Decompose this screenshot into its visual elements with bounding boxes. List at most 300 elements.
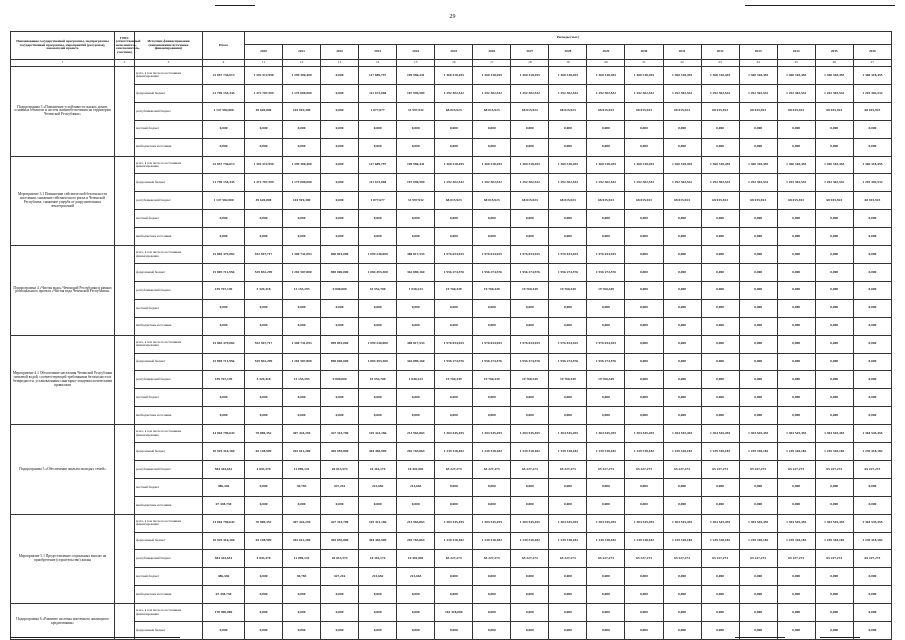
table-row [11,102,892,120]
year-value-cell: 0,000 [701,120,739,138]
year-value-cell: 0,000 [815,371,853,389]
year-value-cell: 0,000 [397,138,435,156]
year-value-cell: 0,000 [245,210,283,228]
year-value-cell: 68 015,923 [739,192,777,210]
year-value-cell: 0,000 [321,317,359,335]
year-value-cell: 0,000 [663,407,701,425]
year-value-cell: 1 239 318,182 [435,443,473,461]
table-row [11,532,892,550]
year-value-cell: 0,000 [777,371,815,389]
year-value-cell: 1 392 512,990 [245,156,283,174]
year-value-cell: 117 689,797 [359,156,397,174]
funding-source-cell: всего, в том числе по источникам финансирования [135,514,203,532]
year-value-cell: 0,000 [625,353,663,371]
year-value-cell: 1 040,223 [397,371,435,389]
year-value-cell: 68 015,923 [549,192,587,210]
year-value-cell: 0,000 [435,299,473,317]
year-value-cell: 1 292 302,532 [815,174,853,192]
year-value-cell: 1 239 318,182 [625,443,663,461]
year-value-cell: 1 239 318,182 [549,532,587,550]
year-value-cell: 319 421,186 [359,514,397,532]
year-value-cell: 1 304 545,455 [815,514,853,532]
year-value-cell: 1 360 318,455 [739,67,777,85]
year-value-cell: 1 239 318,182 [663,443,701,461]
year-value-cell: 427 315,700 [321,514,359,532]
year-value-cell: 0,000 [511,586,549,604]
year-value-cell: 0,000 [587,138,625,156]
year-value-cell: 1 877,677 [359,192,397,210]
year-value-cell: 0,000 [815,586,853,604]
program-name-cell: Подпрограмма 3 «Повышение устойчивости жилых домов, основных объектов и систем жизнеобеспечения на территории Чеченской Республики» [11,67,115,157]
bottom-rule-left [10,637,180,638]
year-value-cell: 0,000 [777,622,815,640]
year-value-cell: 1 304 545,455 [701,425,739,443]
year-value-cell: 0,000 [625,228,663,246]
year-value-cell: 0,000 [549,138,587,156]
year-value-cell: 0,000 [321,67,359,85]
year-value-cell: 1 304 545,455 [549,514,587,532]
year-value-cell: 1 300 741,093 [283,335,321,353]
year-value-cell: 1 976 034,925 [473,246,511,264]
year-value-cell: 1 360 318,455 [777,156,815,174]
year-value-cell: 0,000 [853,263,891,281]
year-value-cell: 0,000 [777,604,815,622]
funding-source-cell: всего, в том числе по источникам финансирования [135,246,203,264]
year-value-cell: 0,000 [853,299,891,317]
year-value-cell: 380 817,533 [397,246,435,264]
year-value-cell: 0,000 [587,120,625,138]
table-row [11,84,892,102]
year-value-cell: 19 760,349 [511,281,549,299]
year-value-cell: 0,000 [359,496,397,514]
total-value-cell: 14 064 790,643 [203,425,245,443]
year-value-cell: 0,000 [245,568,283,586]
year-value-cell: 1 084 493,300 [359,353,397,371]
year-value-cell: 529 832,299 [245,263,283,281]
year-value-cell: 1 292 302,532 [739,84,777,102]
year-value-cell: 0,000 [625,210,663,228]
total-value-cell: 0,000 [203,389,245,407]
funding-source-cell: республиканский бюджет [135,460,203,478]
year-value-cell: 0,000 [549,622,587,640]
year-value-cell: 1 956 274,576 [473,263,511,281]
year-value-cell: 0,000 [663,299,701,317]
year-value-cell: 0,000 [853,622,891,640]
year-value-cell: 0,000 [625,281,663,299]
header-grbs: ГРБС (ответственный исполнитель, соисполнитель, участник) [115,32,135,60]
year-value-cell: 0,000 [739,371,777,389]
funding-source-cell: федеральный бюджет [135,263,203,281]
year-value-cell: 0,000 [587,299,625,317]
year-value-cell: 65 227,273 [511,460,549,478]
header-year-2023: 2023 [359,45,397,60]
year-value-cell: 13 153,293 [283,281,321,299]
year-value-cell: 0,000 [435,622,473,640]
year-value-cell: 0,000 [739,622,777,640]
total-value-cell: 159 767,149 [203,371,245,389]
column-number-cell: 1 [11,60,115,67]
year-value-cell: 1 956 274,576 [549,353,587,371]
year-value-cell: 1 239 318,182 [739,443,777,461]
year-value-cell: 405 055,800 [321,532,359,550]
year-value-cell: 0,000 [739,138,777,156]
year-value-cell: 68 015,923 [511,102,549,120]
total-value-cell: 1 147 582,000 [203,102,245,120]
year-value-cell: 1 392 512,990 [245,67,283,85]
year-value-cell: 0,000 [625,604,663,622]
year-value-cell: 0,000 [739,228,777,246]
year-value-cell: 65 227,273 [587,460,625,478]
year-value-cell: 0,000 [777,246,815,264]
year-value-cell: 0,000 [397,210,435,228]
column-number-cell: 27 [853,60,891,67]
year-value-cell: 0,000 [853,389,891,407]
year-value-cell: 202 612,200 [283,532,321,550]
year-value-cell: 0,000 [625,299,663,317]
year-value-cell: 307 424,294 [283,514,321,532]
year-value-cell: 0,000 [397,496,435,514]
year-value-cell: 0,000 [321,156,359,174]
year-value-cell: 0,000 [701,586,739,604]
year-value-cell: 0,000 [739,586,777,604]
year-value-cell: 1 292 302,532 [853,84,891,102]
year-value-cell: 68 015,923 [435,192,473,210]
year-value-cell: 1 976 034,925 [587,335,625,353]
total-value-cell: 15 805 711,956 [203,353,245,371]
year-value-cell: 0,000 [397,120,435,138]
year-value-cell: 104 919,300 [283,102,321,120]
year-value-cell: 1 956 274,576 [587,263,625,281]
year-value-cell: 0,000 [701,210,739,228]
year-value-cell: 0,000 [283,138,321,156]
header-year-2035: 2035 [815,45,853,60]
page-number: 29 [449,14,456,20]
year-value-cell: 213,663 [397,568,435,586]
year-value-cell: 1 292 302,532 [511,174,549,192]
year-value-cell: 1 175 000,000 [283,174,321,192]
column-number-cell: 16 [435,60,473,67]
year-value-cell: 10 116,174 [359,550,397,568]
year-value-cell: 11 090,141 [283,460,321,478]
header-year-2024: 2024 [397,45,435,60]
year-value-cell: 0,000 [625,478,663,496]
year-value-cell: 1 239 318,182 [777,532,815,550]
header-year-2026: 2026 [473,45,511,60]
year-value-cell: 1 372 787,599 [245,174,283,192]
year-value-cell: 65 227,273 [473,550,511,568]
funding-source-cell: внебюджетные источники [135,407,203,425]
table-row [11,586,892,604]
year-value-cell: 1 292 302,532 [853,174,891,192]
total-value-cell: 0,000 [203,622,245,640]
year-value-cell: 0,000 [853,335,891,353]
total-value-cell: 0,000 [203,407,245,425]
year-value-cell: 3 329,418 [245,281,283,299]
total-value-cell: 67 438,730 [203,586,245,604]
year-value-cell: 9 000,000 [321,371,359,389]
year-value-cell: 68 015,923 [777,102,815,120]
year-value-cell: 1 239 318,182 [853,443,891,461]
year-value-cell: 202 763,864 [397,532,435,550]
year-value-cell: 0,000 [815,138,853,156]
header-year-2027: 2027 [511,45,549,60]
year-value-cell: 0,000 [435,210,473,228]
year-value-cell: 20 013,574 [321,550,359,568]
year-value-cell: 215,682 [359,478,397,496]
year-value-cell: 0,000 [321,407,359,425]
year-value-cell: 0,000 [777,210,815,228]
year-value-cell: 0,000 [625,568,663,586]
column-number-cell: 21 [625,60,663,67]
year-value-cell: 1 239 318,182 [435,532,473,550]
funding-source-cell: федеральный бюджет [135,532,203,550]
funding-source-cell: внебюджетные источники [135,586,203,604]
year-value-cell: 0,000 [625,389,663,407]
year-value-cell: 1 976 034,925 [549,246,587,264]
year-value-cell: 0,000 [435,407,473,425]
grbs-cell [115,514,135,604]
year-value-cell: 1 304 545,455 [663,425,701,443]
funding-source-cell: местный бюджет [135,120,203,138]
year-value-cell: 19 760,349 [549,371,587,389]
year-value-cell: 1 292 302,532 [701,84,739,102]
year-value-cell: 31 997,932 [397,192,435,210]
year-value-cell: 1 292 302,532 [625,174,663,192]
year-value-cell: 0,000 [321,604,359,622]
year-value-cell: 0,000 [473,496,511,514]
year-value-cell: 0,000 [663,389,701,407]
year-value-cell: 19 760,349 [435,371,473,389]
year-value-cell: 0,000 [701,353,739,371]
year-value-cell: 0,000 [815,353,853,371]
year-value-cell: 0,000 [587,228,625,246]
header-year-2031: 2031 [663,45,701,60]
funding-source-cell: всего, в том числе по источникам финансирования [135,425,203,443]
year-value-cell: 213 963,863 [397,425,435,443]
year-value-cell: 68 015,923 [853,102,891,120]
year-value-cell: 1 239 318,182 [625,532,663,550]
year-value-cell: 0,000 [815,389,853,407]
year-value-cell: 0,000 [625,407,663,425]
year-value-cell: 0,000 [473,622,511,640]
year-value-cell: 0,000 [359,407,397,425]
table-row [11,192,892,210]
year-value-cell: 0,000 [321,174,359,192]
year-value-cell: 1 976 034,925 [473,335,511,353]
year-value-cell: 1 976 034,925 [435,246,473,264]
year-value-cell: 0,000 [549,478,587,496]
year-value-cell: 890 891,000 [321,246,359,264]
year-value-cell: 0,000 [663,478,701,496]
year-value-cell: 0,000 [549,568,587,586]
year-value-cell: 1 360 318,455 [777,67,815,85]
grbs-cell [115,67,135,157]
year-value-cell: 427,216 [321,568,359,586]
year-value-cell: 1 239 318,182 [701,443,739,461]
year-value-cell: 0,000 [587,586,625,604]
year-value-cell: 0,000 [853,478,891,496]
total-value-cell: 22 057 736,013 [203,67,245,85]
year-value-cell: 0,000 [777,568,815,586]
year-value-cell: 0,000 [435,568,473,586]
year-value-cell: 0,000 [853,246,891,264]
year-value-cell: 0,000 [359,622,397,640]
column-number-cell: 15 [397,60,435,67]
year-value-cell: 1 099 240,000 [359,335,397,353]
year-value-cell: 1 084 493,300 [359,263,397,281]
year-value-cell: 202 763,864 [397,443,435,461]
year-value-cell: 0,000 [359,210,397,228]
funding-source-cell: местный бюджет [135,389,203,407]
year-value-cell: 0,000 [815,335,853,353]
year-value-cell: 68 015,923 [511,192,549,210]
year-value-cell: 65 227,273 [777,460,815,478]
year-value-cell: 1 976 034,925 [549,335,587,353]
funding-source-cell: внебюджетные источники [135,138,203,156]
year-value-cell: 0,000 [321,586,359,604]
year-value-cell: 1 360 318,455 [473,67,511,85]
year-value-cell: 0,000 [625,138,663,156]
year-value-cell: 380 817,533 [397,335,435,353]
year-value-cell: 0,000 [739,263,777,281]
year-value-cell: 0,000 [777,228,815,246]
year-value-cell: 0,000 [625,120,663,138]
year-value-cell: 11 090,141 [283,550,321,568]
year-value-cell: 0,000 [359,604,397,622]
year-value-cell: 1 360 318,455 [625,67,663,85]
year-value-cell: 1 360 318,455 [853,67,891,85]
year-value-cell: 1 239 318,182 [663,532,701,550]
year-value-cell: 0,000 [739,568,777,586]
year-value-cell: 0,000 [625,335,663,353]
year-value-cell: 65 227,273 [739,550,777,568]
year-value-cell: 65 227,273 [435,460,473,478]
year-value-cell: 0,000 [587,568,625,586]
year-value-cell: 0,000 [815,299,853,317]
table-row [11,353,892,371]
year-value-cell: 68 015,923 [587,192,625,210]
year-value-cell: 117 689,797 [359,67,397,85]
year-value-cell: 0,000 [663,371,701,389]
year-value-cell: 0,000 [321,210,359,228]
year-value-cell: 0,000 [701,622,739,640]
year-value-cell: 1 304 545,455 [587,425,625,443]
year-value-cell: 0,000 [549,299,587,317]
table-row [11,67,892,85]
year-value-cell: 68 015,923 [815,102,853,120]
year-value-cell: 1 239 318,182 [815,532,853,550]
year-value-cell: 1 239 318,182 [739,532,777,550]
year-value-cell: 0,000 [815,622,853,640]
year-value-cell: 0,000 [511,138,549,156]
year-value-cell: 1 360 318,455 [549,156,587,174]
year-value-cell: 0,000 [815,407,853,425]
year-value-cell: 0,000 [245,496,283,514]
year-value-cell: 0,000 [739,496,777,514]
year-value-cell: 1 360 318,455 [739,156,777,174]
total-value-cell: 21 790 154,345 [203,84,245,102]
year-value-cell: 0,000 [587,389,625,407]
table-row [11,174,892,192]
year-value-cell: 0,000 [397,389,435,407]
year-value-cell: 1 292 302,532 [549,174,587,192]
year-value-cell: 1 304 545,455 [739,425,777,443]
year-value-cell: 0,000 [435,586,473,604]
header-year-2021: 2021 [283,45,321,60]
year-value-cell: 213 963,863 [397,514,435,532]
year-value-cell: 0,000 [245,622,283,640]
year-value-cell: 1 304 545,455 [815,425,853,443]
top-rule-left [215,5,255,6]
year-value-cell: 1 239 318,182 [549,443,587,461]
total-value-cell: 14 064 790,643 [203,514,245,532]
top-rule-right [745,5,895,6]
year-value-cell: 1 292 302,532 [435,174,473,192]
year-value-cell: 65 227,273 [663,550,701,568]
funding-source-cell: местный бюджет [135,478,203,496]
year-value-cell: 0,000 [777,389,815,407]
year-value-cell: 1 360 318,455 [815,67,853,85]
year-value-cell: 0,000 [511,120,549,138]
year-value-cell: 1 304 545,455 [549,425,587,443]
year-value-cell: 0,000 [815,281,853,299]
year-value-cell: 1 292 302,532 [625,84,663,102]
year-value-cell: 0,000 [777,407,815,425]
year-value-cell: 65 227,273 [815,460,853,478]
year-value-cell: 0,000 [283,622,321,640]
table-row [11,443,892,461]
year-value-cell: 1 976 034,925 [511,246,549,264]
year-value-cell: 0,000 [701,281,739,299]
year-value-cell: 1 360 318,455 [663,67,701,85]
year-value-cell: 0,000 [663,263,701,281]
year-value-cell: 0,000 [853,317,891,335]
year-value-cell: 1 956 274,576 [473,353,511,371]
header-year-2020: 2020 [245,45,283,60]
year-value-cell: 68 015,923 [473,102,511,120]
year-value-cell: 0,000 [283,604,321,622]
year-value-cell: 0,000 [853,353,891,371]
year-value-cell: 0,000 [321,84,359,102]
year-value-cell: 65 227,273 [739,460,777,478]
column-number-cell: 19 [549,60,587,67]
year-value-cell: 1 304 545,455 [473,514,511,532]
year-value-cell: 0,000 [397,622,435,640]
year-value-cell: 0,000 [739,317,777,335]
year-value-cell: 65 227,273 [473,460,511,478]
year-value-cell: 0,000 [245,389,283,407]
year-value-cell: 68 015,923 [625,192,663,210]
year-value-cell: 0,000 [777,335,815,353]
total-value-cell: 486,346 [203,478,245,496]
year-value-cell: 0,000 [587,317,625,335]
year-value-cell: 9 000,000 [321,281,359,299]
year-value-cell: 19 760,349 [473,371,511,389]
header-funding-source: Источник финансирования (наименование источника финансирования) [135,32,203,60]
table-row [11,335,892,353]
year-value-cell: 0,000 [435,496,473,514]
year-value-cell: 1 360 318,455 [473,156,511,174]
bottom-rule-right [820,637,860,638]
year-value-cell: 0,000 [701,568,739,586]
year-value-cell: 0,000 [739,120,777,138]
grbs-cell [115,156,135,246]
year-value-cell: 1 304 545,455 [625,514,663,532]
year-value-cell: 0,000 [777,263,815,281]
year-value-cell: 0,000 [853,568,891,586]
year-value-cell: 1 239 318,182 [473,532,511,550]
year-value-cell: 0,000 [663,353,701,371]
